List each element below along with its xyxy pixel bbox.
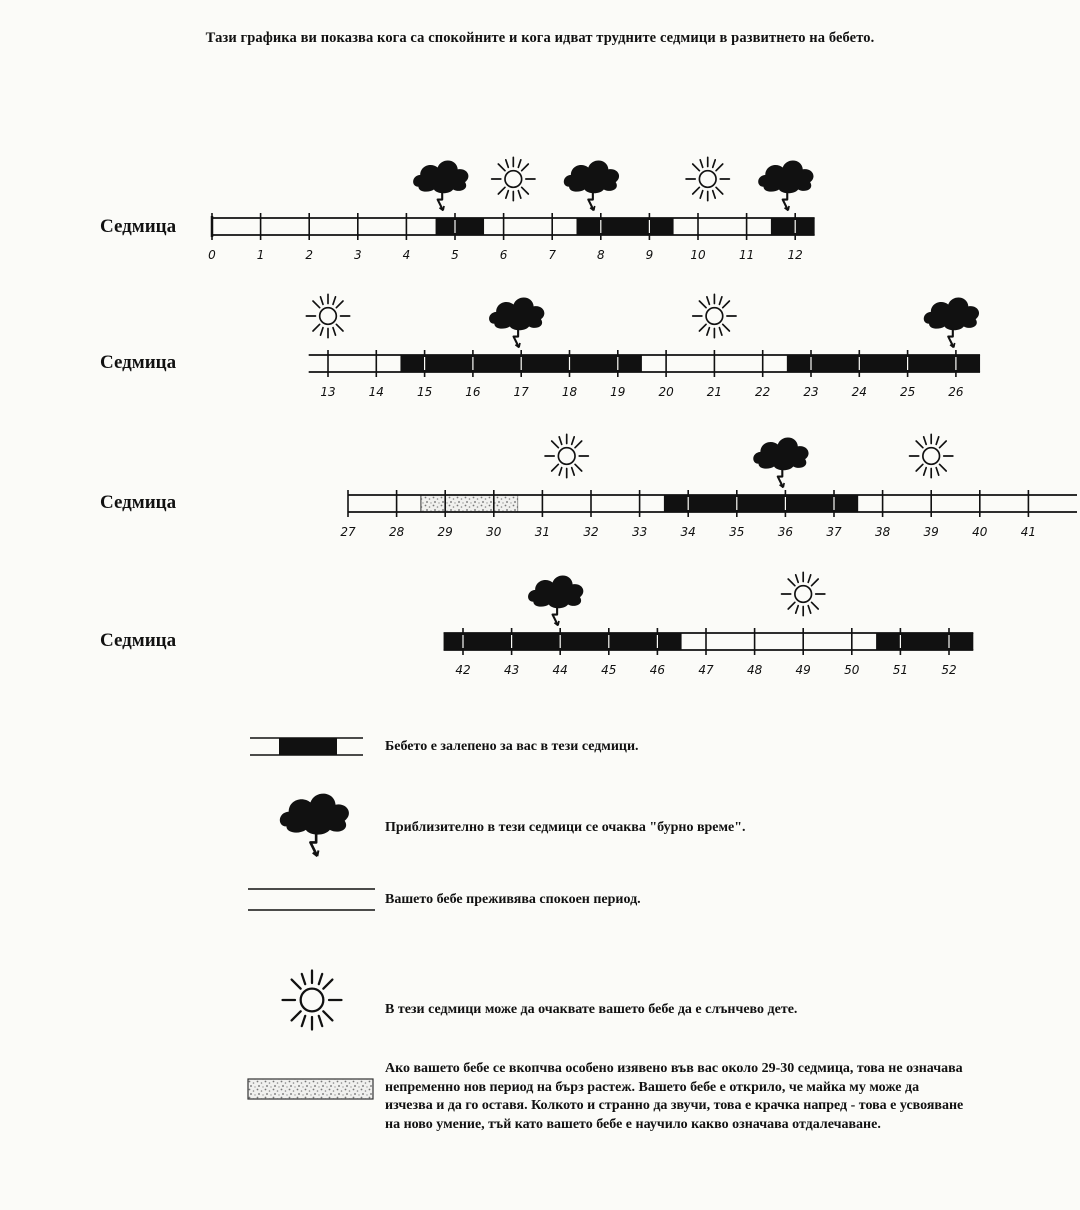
tick-label: 10 bbox=[690, 248, 706, 262]
legend-clingy-text: Ако вашето бебе се вкопчва особено изявено във вас около 29-30 седмица, това не означава непременно нов период на бърз растеж. Вашето бебе е открило, че майка му може да изчезва и да го оставя. Колкото и странно да звучи, това е крачка напред - това е усвояване на ново умение, тъй като вашето бебе е научило какво означава отдалечаване. bbox=[385, 1061, 964, 1132]
week-label-row-1: Седмица bbox=[100, 216, 177, 237]
tick-label: 47 bbox=[698, 663, 714, 677]
tick-label: 30 bbox=[486, 525, 502, 539]
tick-label: 37 bbox=[826, 525, 842, 539]
tick-label: 40 bbox=[972, 525, 988, 539]
tick-label: 17 bbox=[513, 385, 529, 399]
tick-label: 33 bbox=[631, 525, 648, 539]
week-label-row-2: Седмица bbox=[100, 352, 177, 373]
tick-label: 6 bbox=[499, 248, 508, 262]
tick-label: 27 bbox=[340, 525, 356, 539]
tick-label: 15 bbox=[416, 385, 433, 399]
tick-label: 23 bbox=[803, 385, 819, 399]
tick-label: 16 bbox=[465, 385, 481, 399]
legend-fussy-text: Бебето е залепено за вас в тези седмици. bbox=[385, 739, 639, 754]
legend-fussy-swatch bbox=[250, 738, 363, 755]
week-label-row-3: Седмица bbox=[100, 492, 177, 513]
week-label-row-4: Седмица bbox=[100, 630, 177, 651]
tick-label: 13 bbox=[320, 385, 336, 399]
tick-label: 12 bbox=[787, 248, 803, 262]
tick-label: 49 bbox=[795, 663, 811, 677]
tick-label: 21 bbox=[706, 385, 723, 399]
tick-label: 0 bbox=[208, 248, 216, 262]
legend-clingy-swatch bbox=[248, 1079, 373, 1099]
tick-label: 1 bbox=[256, 248, 265, 262]
tick-label: 48 bbox=[746, 663, 763, 677]
tick-label: 24 bbox=[851, 385, 867, 399]
tick-label: 46 bbox=[649, 663, 666, 677]
legend-sun-text: В тези седмици може да очаквате вашето бебе да е слънчево дете. bbox=[385, 1002, 798, 1017]
tick-label: 31 bbox=[534, 525, 551, 539]
legend-storm-cloud-icon bbox=[280, 794, 349, 856]
tick-label: 14 bbox=[368, 385, 384, 399]
tick-label: 29 bbox=[437, 525, 453, 539]
tick-label: 3 bbox=[353, 248, 362, 262]
legend-calm-text: Вашето бебе преживява спокоен период. bbox=[385, 892, 641, 907]
tick-label: 8 bbox=[596, 248, 605, 262]
legend-sun-icon bbox=[283, 971, 342, 1030]
tick-label: 19 bbox=[610, 385, 626, 399]
tick-label: 5 bbox=[451, 248, 459, 262]
tick-label: 36 bbox=[777, 525, 794, 539]
tick-label: 25 bbox=[899, 385, 916, 399]
tick-label: 7 bbox=[548, 248, 557, 262]
tick-label: 44 bbox=[552, 663, 568, 677]
tick-label: 34 bbox=[680, 525, 696, 539]
tick-label: 32 bbox=[583, 525, 599, 539]
tick-label: 35 bbox=[729, 525, 745, 539]
tick-label: 26 bbox=[948, 385, 964, 399]
tick-label: 20 bbox=[658, 385, 674, 399]
legend-storm-text: Приблизително в тези седмици се очаква "бурно време". bbox=[385, 820, 746, 835]
tick-label: 41 bbox=[1020, 525, 1037, 539]
tick-label: 42 bbox=[455, 663, 471, 677]
tick-label: 50 bbox=[844, 663, 860, 677]
tick-label: 45 bbox=[601, 663, 617, 677]
tick-label: 28 bbox=[388, 525, 405, 539]
tick-label: 2 bbox=[305, 248, 314, 262]
tick-label: 9 bbox=[645, 248, 654, 262]
tick-label: 18 bbox=[561, 385, 578, 399]
tick-label: 22 bbox=[755, 385, 771, 399]
legend-calm-swatch bbox=[248, 889, 375, 910]
page-title: Тази графика ви показва кога са спокойните и кога идват трудните седмици в развитнето на бебето. bbox=[205, 30, 875, 46]
tick-label: 11 bbox=[738, 248, 755, 262]
tick-label: 51 bbox=[892, 663, 909, 677]
tick-label: 43 bbox=[503, 663, 520, 677]
tick-label: 38 bbox=[874, 525, 891, 539]
tick-label: 39 bbox=[923, 525, 939, 539]
tick-label: 52 bbox=[941, 663, 957, 677]
tick-label: 4 bbox=[402, 248, 411, 262]
